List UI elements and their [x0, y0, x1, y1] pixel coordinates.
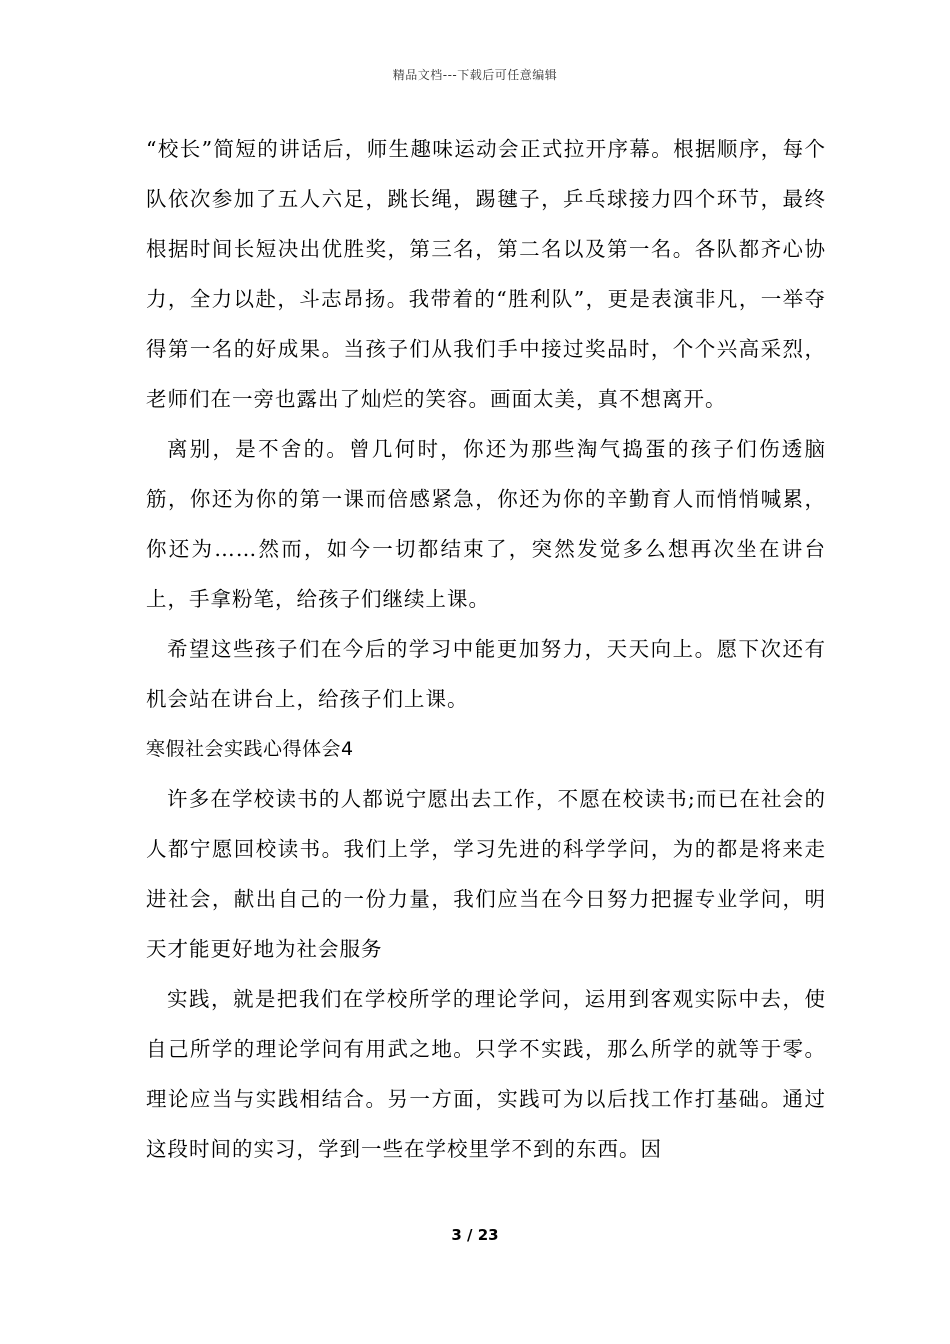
document-body: [146, 124, 826, 1174]
page-header: 精品文档---下载后可任意编辑: [392, 68, 558, 82]
paragraph-study-work: 许多在学校读书的人都说宁愿出去工作，不愿在校读书;而已在社会的人都宁愿回校读书。我们上学，学习先进的科学学问，为的都是将来走进社会，献出自己的一份力量，我们应当在今日努力把握专业学问，明天才能更好地为社会服务: [146, 787, 826, 961]
paragraph-sports-meet: “校长”简短的讲话后，师生趣味运动会正式拉开序幕。根据顺序，每个队依次参加了五人六足，跳长绳，踢毽子，乒乓球接力四个环节，最终根据时间长短决出优胜奖，第三名，第二名以及第一名。各队都齐心协力，全力以赴，斗志昂扬。我带着的“胜利队”，更是表演非凡，一举夺得第一名的好成果。当孩子们从我们手中接过奖品时，个个兴高采烈，老师们在一旁也露出了灿烂的笑容。画面太美，真不想离开。: [146, 137, 826, 411]
paragraph-farewell: 离别，是不舍的。曾几何时，你还为那些淘气捣蛋的孩子们伤透脑筋，你还为你的第一课而倍感紧急，你还为你的辛勤育人而悄悄喊累，你还为……然而，如今一切都结束了，突然发觉多么想再次坐在讲台上，手拿粉笔，给孩子们继续上课。: [146, 437, 826, 611]
page-number: 3 / 23: [451, 1226, 499, 1244]
section-heading: 寒假社会实践心得体会4: [146, 738, 354, 760]
paragraph-hope: 希望这些孩子们在今后的学习中能更加努力，天天向上。愿下次还有机会站在讲台上，给孩子们上课。: [146, 637, 826, 711]
paragraph-practice: 实践，就是把我们在学校所学的理论学问，运用到客观实际中去，使自己所学的理论学问有用武之地。只学不实践，那么所学的就等于零。理论应当与实践相结合。另一方面，实践可为以后找工作打基础。通过这段时间的实习，学到一些在学校里学不到的东西。因: [146, 987, 826, 1161]
